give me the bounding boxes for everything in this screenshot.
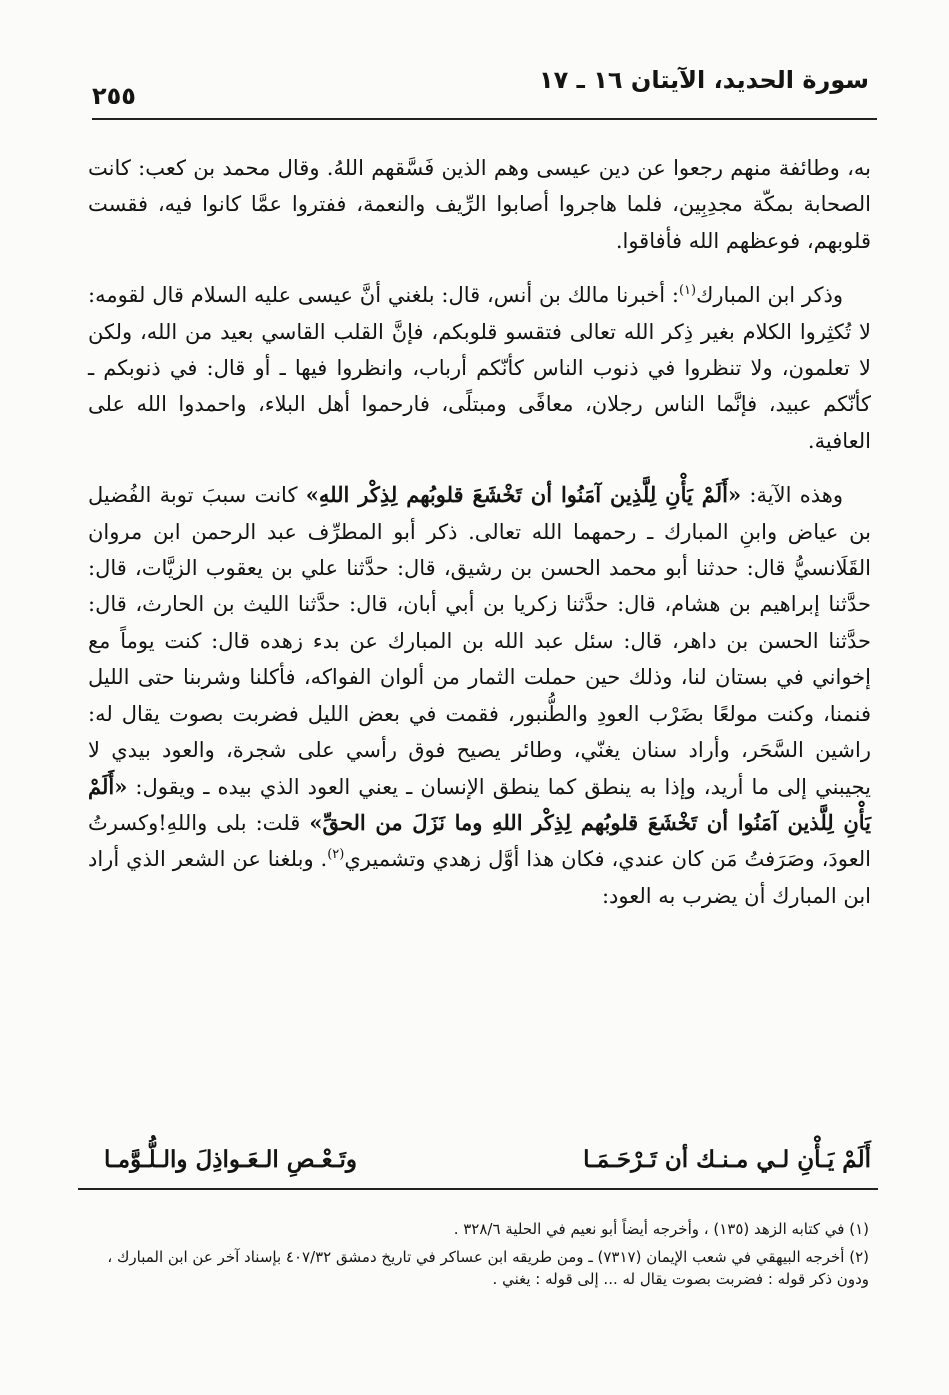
paragraph-2-text: : أخبرنا مالك بن أنس، قال: بلغني أنَّ عيسى عليه السلام قال لقومه: لا تُكثِروا الكلام بغير ذِكر الله تعالى فتقسو قلوبكم، فإنَّ القلب القاسي بعيد من الله، ولكن لا تعلمون، ولا تنظروا في ذنوب الناس كأنّكم أرباب، وانظروا فيها ـ أو قال: في ذنوبكم ـ كأنّكم عبيد، فإنَّما الناس رجلان، معافًى ومبتلًى، فارحموا أهل البلاء، واحمدوا الله على العافية.	[88, 283, 871, 453]
footnotes	[82, 1218, 869, 1296]
quran-verse-1: «أَلَمْ يَأْنِ لِلَّذِين آمَنُوا أن تَخْشَعَ قلوبُهم لِذِكْر اللهِ»	[305, 482, 742, 508]
paragraph-3-lead: وهذه الآية:	[741, 483, 843, 508]
poem-first-hemistich: أَلَمْ يَـأْنِ لـي مـنـك أن تَـرْحَـمَـا	[583, 1146, 871, 1173]
footnote-ref-2: (٢)	[327, 847, 345, 863]
header-divider	[92, 118, 877, 120]
poem-second-hemistich: وتَـعْـصِ الـعَـواذِلَ والـلُّـوَّمـا	[104, 1146, 358, 1173]
page-header	[92, 60, 869, 110]
paragraph-1	[88, 150, 871, 259]
running-title: سورة الحديد، الآيتان ١٦ ـ ١٧	[538, 66, 869, 94]
paragraph-1-text: به، وطائفة منهم رجعوا عن دين عيسى وهم الذين فَسَّقهم اللهُ. وقال محمد بن كعب: كانت الصحابة بمكّة مجدِبِين، فلما هاجروا أصابوا الرِّيف والنعمة، ففتروا عمَّا كانوا فيه، فقست قلوبهم، فوعظهم الله فأفاقوا.	[88, 156, 871, 253]
footnote-2: (٢) أخرجه البيهقي في شعب الإيمان (٧٣١٧) ـ ومن طريقه ابن عساكر في تاريخ دمشق ٤٠٧/٣٢ بإسناد آخر عن ابن المبارك ، ودون ذكر قوله : فضربت بصوت يقال له ... إلى قوله : يغني .	[107, 1248, 869, 1288]
main-text	[88, 150, 871, 932]
poem-verse	[104, 1138, 871, 1188]
footnote-ref-1: (١)	[678, 283, 697, 299]
paragraph-2	[88, 277, 871, 459]
paragraph-3	[88, 477, 871, 914]
paragraph-2-lead: وذكر ابن المبارك	[696, 283, 843, 308]
quran-verse-2: «أَلَمْ يَأْنِ لِلَّذين آمَنُوا أن تَخْشَعَ قلوبُهم لِذِكْر اللهِ وما نَزَلَ من الحقِّ»	[88, 773, 872, 835]
footnote-1: (١) في كتابه الزهد (١٣٥) ، وأخرجه أيضاً أبو نعيم في الحلية ٣٢٨/٦ .	[453, 1220, 869, 1238]
paragraph-3-text-2: قلت: بلى واللهِ!وكسرتُ العودَ، وصَرَفتُ مَن كان عندي، فكان هذا أوَّل زهدي وتشميري	[88, 810, 871, 872]
page-number: ٢٥٥	[92, 82, 136, 110]
footnote-divider	[78, 1188, 878, 1190]
paragraph-3-text: كانت سببَ توبة الفُضيل بن عياض وابنِ المبارك ـ رحمهما الله تعالى. ذكر أبو المطرِّف عبد الرحمن ابن مروان القَلَانسيُّ قال: حدثنا أبو محمد الحسن بن رشيق، قال: حدَّثنا علي بن يعقوب الزيَّات، قال: حدَّثنا إبراهيم بن هشام، قال: حدَّثنا زكريا بن أبي أبان، قال: حدَّثنا الليث بن الحارث، قال: حدَّثنا الحسن بن داهر، قال: سئل عبد الله بن المبارك عن بدء زهده قال: كنت يوماً مع إخواني في بستان لنا، وذلك حين حملت الثمار من ألوان الفواكه، فأكلنا وشربنا حتى الليل فنمنا، وكنت مولعًا بضَرْب العودِ والطُّنبور، فقمت في بعض الليل فضربت بصوت يقال له: راشين السَّحَر، وأراد سنان يغنّي، وطائر يصيح فوق رأسي على شجرة، والعود بيدي لا يجيبني إلى ما أريد، وإذا به ينطق كما ينطق الإنسان ـ يعني العود الذي بيده ـ ويقول:	[88, 483, 872, 799]
paragraph-3-text-3: . وبلغنا عن الشعر الذي أراد ابن المبارك أن يضرب به العود:	[88, 847, 871, 908]
